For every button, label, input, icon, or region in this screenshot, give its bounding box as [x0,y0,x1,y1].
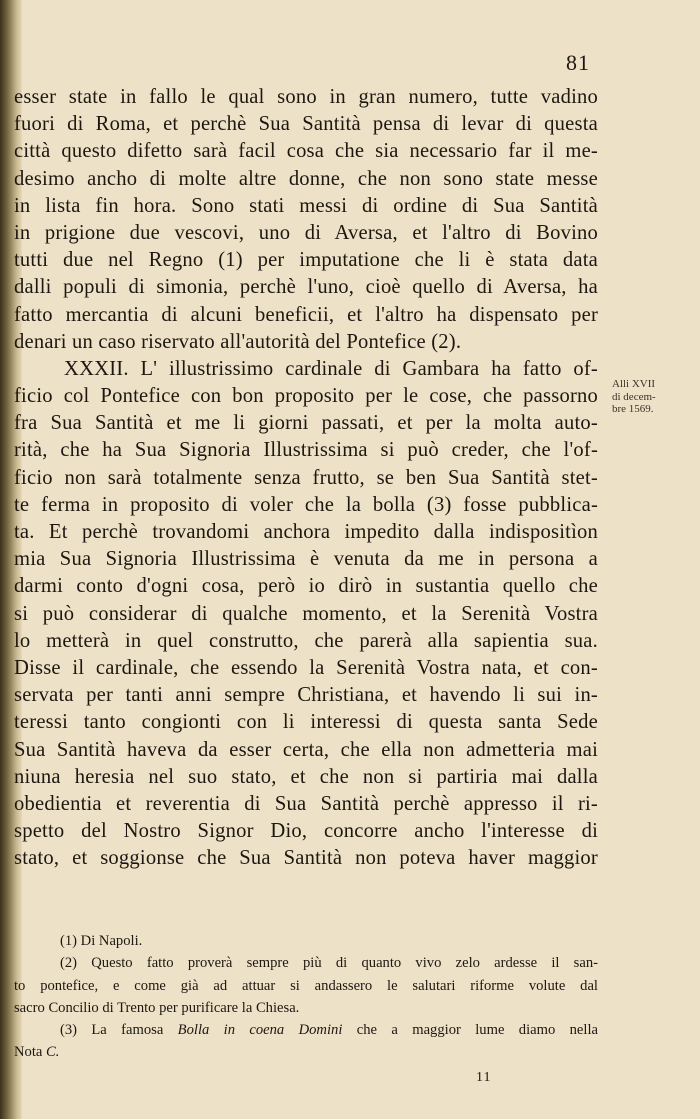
footnote-2-line: sacro Concilio di Trento per purificare la Chiesa. [14,999,300,1016]
footnote-3-line [14,1019,598,1041]
text-line: si può considerar di qualche momento, et la Serenità Vostra [14,602,598,625]
signature-mark: 11 [476,1070,492,1085]
footnote-3-cont-italic: C. [46,1044,60,1061]
footnote-1: (1) Di Napoli. [60,933,143,949]
footnote-3-text-end: che a maggior lume diamo nella [342,1022,598,1039]
text-line: esser state in fallo le qual sono in gran numero, tutte vadino [14,86,598,108]
footnote-3-text: (3) La famosa [60,1022,178,1039]
text-line: fatto mercantia di alcuni beneficii, et l'altro ha dispensato per [14,303,598,326]
footnote-3-title: Bolla in coena Domini [177,1022,343,1039]
text-line: mia Sua Signoria Illustrissima è venuta da me in persona a [14,548,598,571]
text-line: dalli populi di simonia, perchè l'uno, cioè quello di Aversa, ha [14,276,598,299]
text-line: in lista fin hora. Sono stati messi di ordine di Sua Santità [14,194,598,217]
text-line: in prigione due vescovi, uno di Aversa, et l'altro di Bovino [14,221,598,244]
text-line: Sua Santità haveva da esser certa, che ella non admetteria mai [14,738,598,761]
text-line: darmi conto d'ogni cosa, però io dirò in sustantia quello che [14,575,598,598]
text-line: ta. Et perchè trovandomi anchora impedito dalla indispositìon [14,521,598,543]
footnote-3-cont: Nota [14,1044,47,1061]
text-line: ficio col Pontefice con bon proposito per le cose, che passorno [14,385,598,408]
text-line: ficio non sarà totalmente senza frutto, se ben Sua Santità stet- [14,466,598,489]
text-line: servata per tanti anni sempre Christiana, et havendo li sui in- [14,684,598,707]
text-line: rità, che ha Sua Signoria Illustrissima si può creder, che l'of- [14,439,598,462]
page-number: 81 [566,50,590,75]
text-line: spetto del Nostro Signor Dio, concorre ancho l'interesse di [14,820,598,843]
footnotes [14,930,598,1064]
section-heading-line: XXXII. L' illustrissimo cardinale di Gambara ha fatto of- [64,357,598,380]
text-line: fuori di Roma, et perchè Sua Santità pensa di levar di questa [14,113,598,136]
text-line: stato, et soggionse che Sua Santità non poteva haver maggior [14,847,598,870]
text-line: fra Sua Santità et me li giorni passati, et per la molta auto- [14,412,598,435]
margin-date-note [612,378,696,416]
text-line: obedientia et reverentia di Sua Santità perchè appresso il ri- [14,792,598,815]
text-line: te ferma in proposito di voler che la bolla (3) fosse pubblica- [14,493,598,516]
text-line: lo metterà in quel construtto, che parerà alla sapientia sua. [14,629,598,652]
text-line: desimo ancho di molte altre donne, che non sono state messe [14,167,598,190]
margin-note-line: bre 1569. [612,403,654,416]
main-text [14,84,598,872]
margin-note-line: Alli XVII [612,378,656,390]
footnote-3-line [14,1041,598,1063]
footnote-2-line: to pontefice, e come già ad attuar si andassero le salutari riforme volute dal [14,977,598,994]
footnote-2-line: (2) Questo fatto proverà sempre più di quanto vivo zelo ardesse il san- [60,955,598,972]
text-line: niuna heresia nel suo stato, et che non si partiria mai dalla [14,765,598,788]
margin-note-line: di decem- [612,390,656,403]
text-line: denari un caso riservato all'autorità del Pontefice (2). [14,330,462,353]
text-line: città questo difetto sarà facil cosa che sia necessario far il me- [14,140,598,163]
text-line: Disse il cardinale, che essendo la Serenità Vostra nata, et con- [14,656,598,679]
text-line: teressi tanto congionti con li interessi di questa santa Sede [14,711,598,734]
text-line: tutti due nel Regno (1) per imputatione che li è stata data [14,249,598,272]
